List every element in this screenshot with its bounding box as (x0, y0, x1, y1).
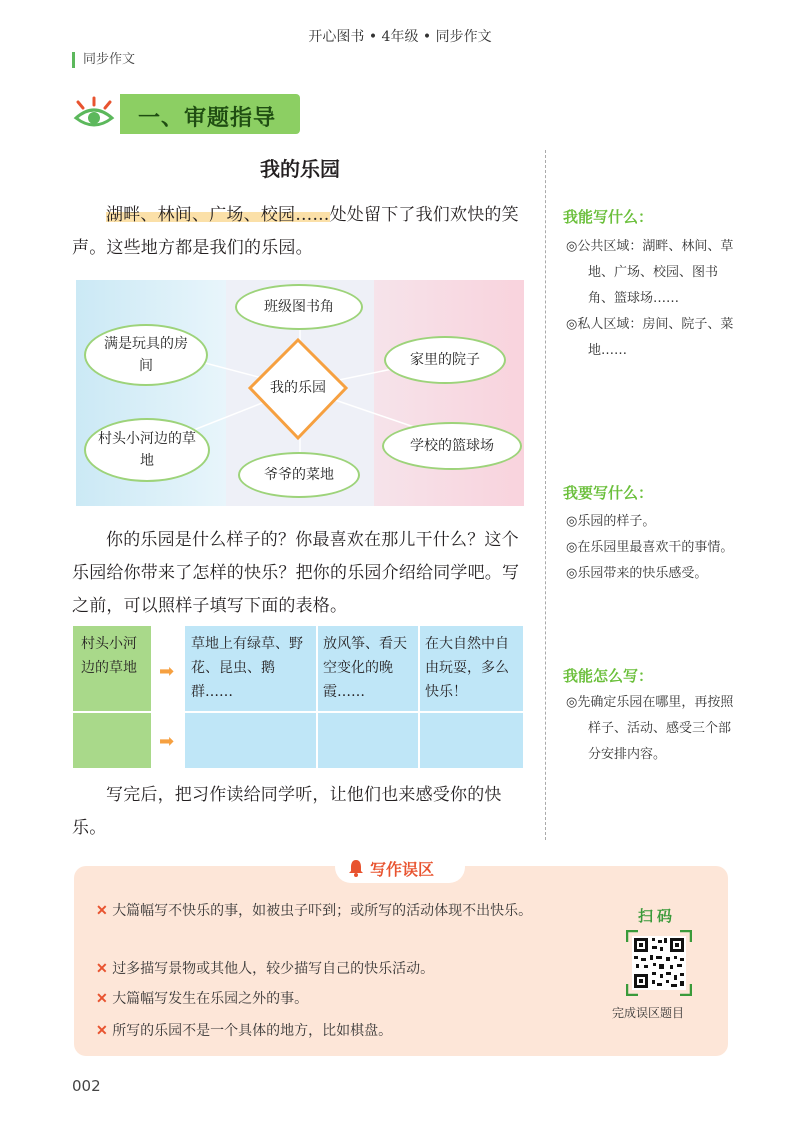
x-icon: ✕ (96, 903, 108, 919)
column-divider (545, 150, 546, 840)
table-blank-feeling[interactable] (419, 714, 523, 768)
map-node-basketball-court: 学校的篮球场 (382, 422, 522, 470)
qr-code-icon[interactable] (626, 930, 692, 996)
side-note-item: ◎先确定乐园在哪里，再按照样子、活动、感受三个部分安排内容。 (566, 695, 734, 762)
closing-paragraph: 写完后，把习作读给同学听，让他们也来感受你的快乐。 (72, 785, 502, 838)
table-blank-look[interactable] (185, 714, 317, 768)
qr-caption: 完成误区题目 (612, 1006, 685, 1020)
map-node-vegetable-garden: 爷爷的菜地 (238, 452, 360, 498)
side-heading-how-to-write: 我能怎么写： (563, 667, 654, 685)
map-node-riverside: 村头小河边的草地 (84, 418, 210, 482)
essay-title: 我的乐园 (260, 157, 340, 181)
mistake-text: 过多描写景物或其他人，较少描写自己的快乐活动。 (112, 961, 435, 977)
bell-icon (348, 859, 364, 877)
mistake-text: 所写的乐园不是一个具体的地方，比如棋盘。 (112, 1023, 393, 1039)
mistake-item (96, 986, 628, 1012)
mistakes-title: 写作误区 (370, 860, 435, 879)
mistake-item (96, 1018, 628, 1044)
side-heading-what-can-write: 我能写什么： (563, 208, 654, 226)
mistake-item (96, 898, 628, 924)
map-node-toy-room: 满是玩具的房间 (84, 324, 208, 386)
mistake-text: 大篇幅写发生在乐园之外的事。 (112, 991, 309, 1007)
table-arrow-icon: ➡ (159, 661, 175, 682)
fill-in-table (73, 626, 523, 768)
intro-paragraph (72, 199, 532, 265)
x-icon: ✕ (96, 991, 108, 1007)
side-note-item: ◎私人区域：房间、院子、菜地…… (566, 317, 734, 358)
mistake-item (96, 956, 628, 982)
side-notes-how-to-write (566, 690, 736, 768)
intro-rest: 处处留下了我们欢快的笑声。这些地方都是我们的乐园。 (72, 205, 519, 258)
chapter-label: 同步作文 (72, 52, 135, 68)
mind-map (76, 280, 524, 506)
mistake-text: 大篇幅写不快乐的事，如被虫子吓到；或所写的活动体现不出快乐。 (112, 903, 533, 919)
page-number: 002 (72, 1077, 101, 1095)
table-look-cell: 草地上有绿草、野花、昆虫、鹅群…… (191, 636, 303, 700)
table-place-cell: 村头小河边的草地 (81, 636, 137, 676)
table-arrow-icon: ➡ (159, 731, 175, 752)
table-blank-activity[interactable] (317, 714, 419, 768)
map-node-book-corner: 班级图书角 (235, 284, 363, 330)
scan-label: 扫码 (638, 907, 677, 925)
table-feeling-cell: 在大自然中自由玩耍，多么快乐！ (425, 636, 509, 700)
side-note-item: ◎乐园带来的快乐感受。 (566, 566, 708, 581)
eye-icon (72, 94, 116, 134)
highlighted-places: 湖畔、林间、广场、校园…… (106, 205, 330, 225)
side-note-item: ◎乐园的样子。 (566, 514, 656, 529)
map-node-yard: 家里的院子 (384, 336, 506, 384)
section-title: 一、审题指导 (138, 106, 277, 131)
prompt-paragraph: 你的乐园是什么样子的？你最喜欢在那儿干什么？这个乐园给你带来了怎样的快乐？把你的乐园介绍给同学吧。写之前，可以照样子填写下面的表格。 (72, 530, 520, 616)
x-icon: ✕ (96, 1023, 108, 1039)
x-icon: ✕ (96, 961, 108, 977)
side-notes-what-to-write (566, 509, 736, 587)
running-head: 开心图书 • 4年级 • 同步作文 (308, 29, 492, 45)
table-activity-cell: 放风筝、看天空变化的晚霞…… (323, 636, 407, 700)
map-center: 我的乐园 (270, 380, 326, 396)
side-notes-what-can-write (566, 234, 736, 364)
side-heading-what-to-write: 我要写什么： (563, 484, 654, 502)
side-note-item: ◎公共区域：湖畔、林间、草地、广场、校园、图书角、篮球场…… (566, 239, 734, 306)
table-blank-place[interactable] (73, 714, 151, 768)
side-note-item: ◎在乐园里最喜欢干的事情。 (566, 540, 734, 555)
